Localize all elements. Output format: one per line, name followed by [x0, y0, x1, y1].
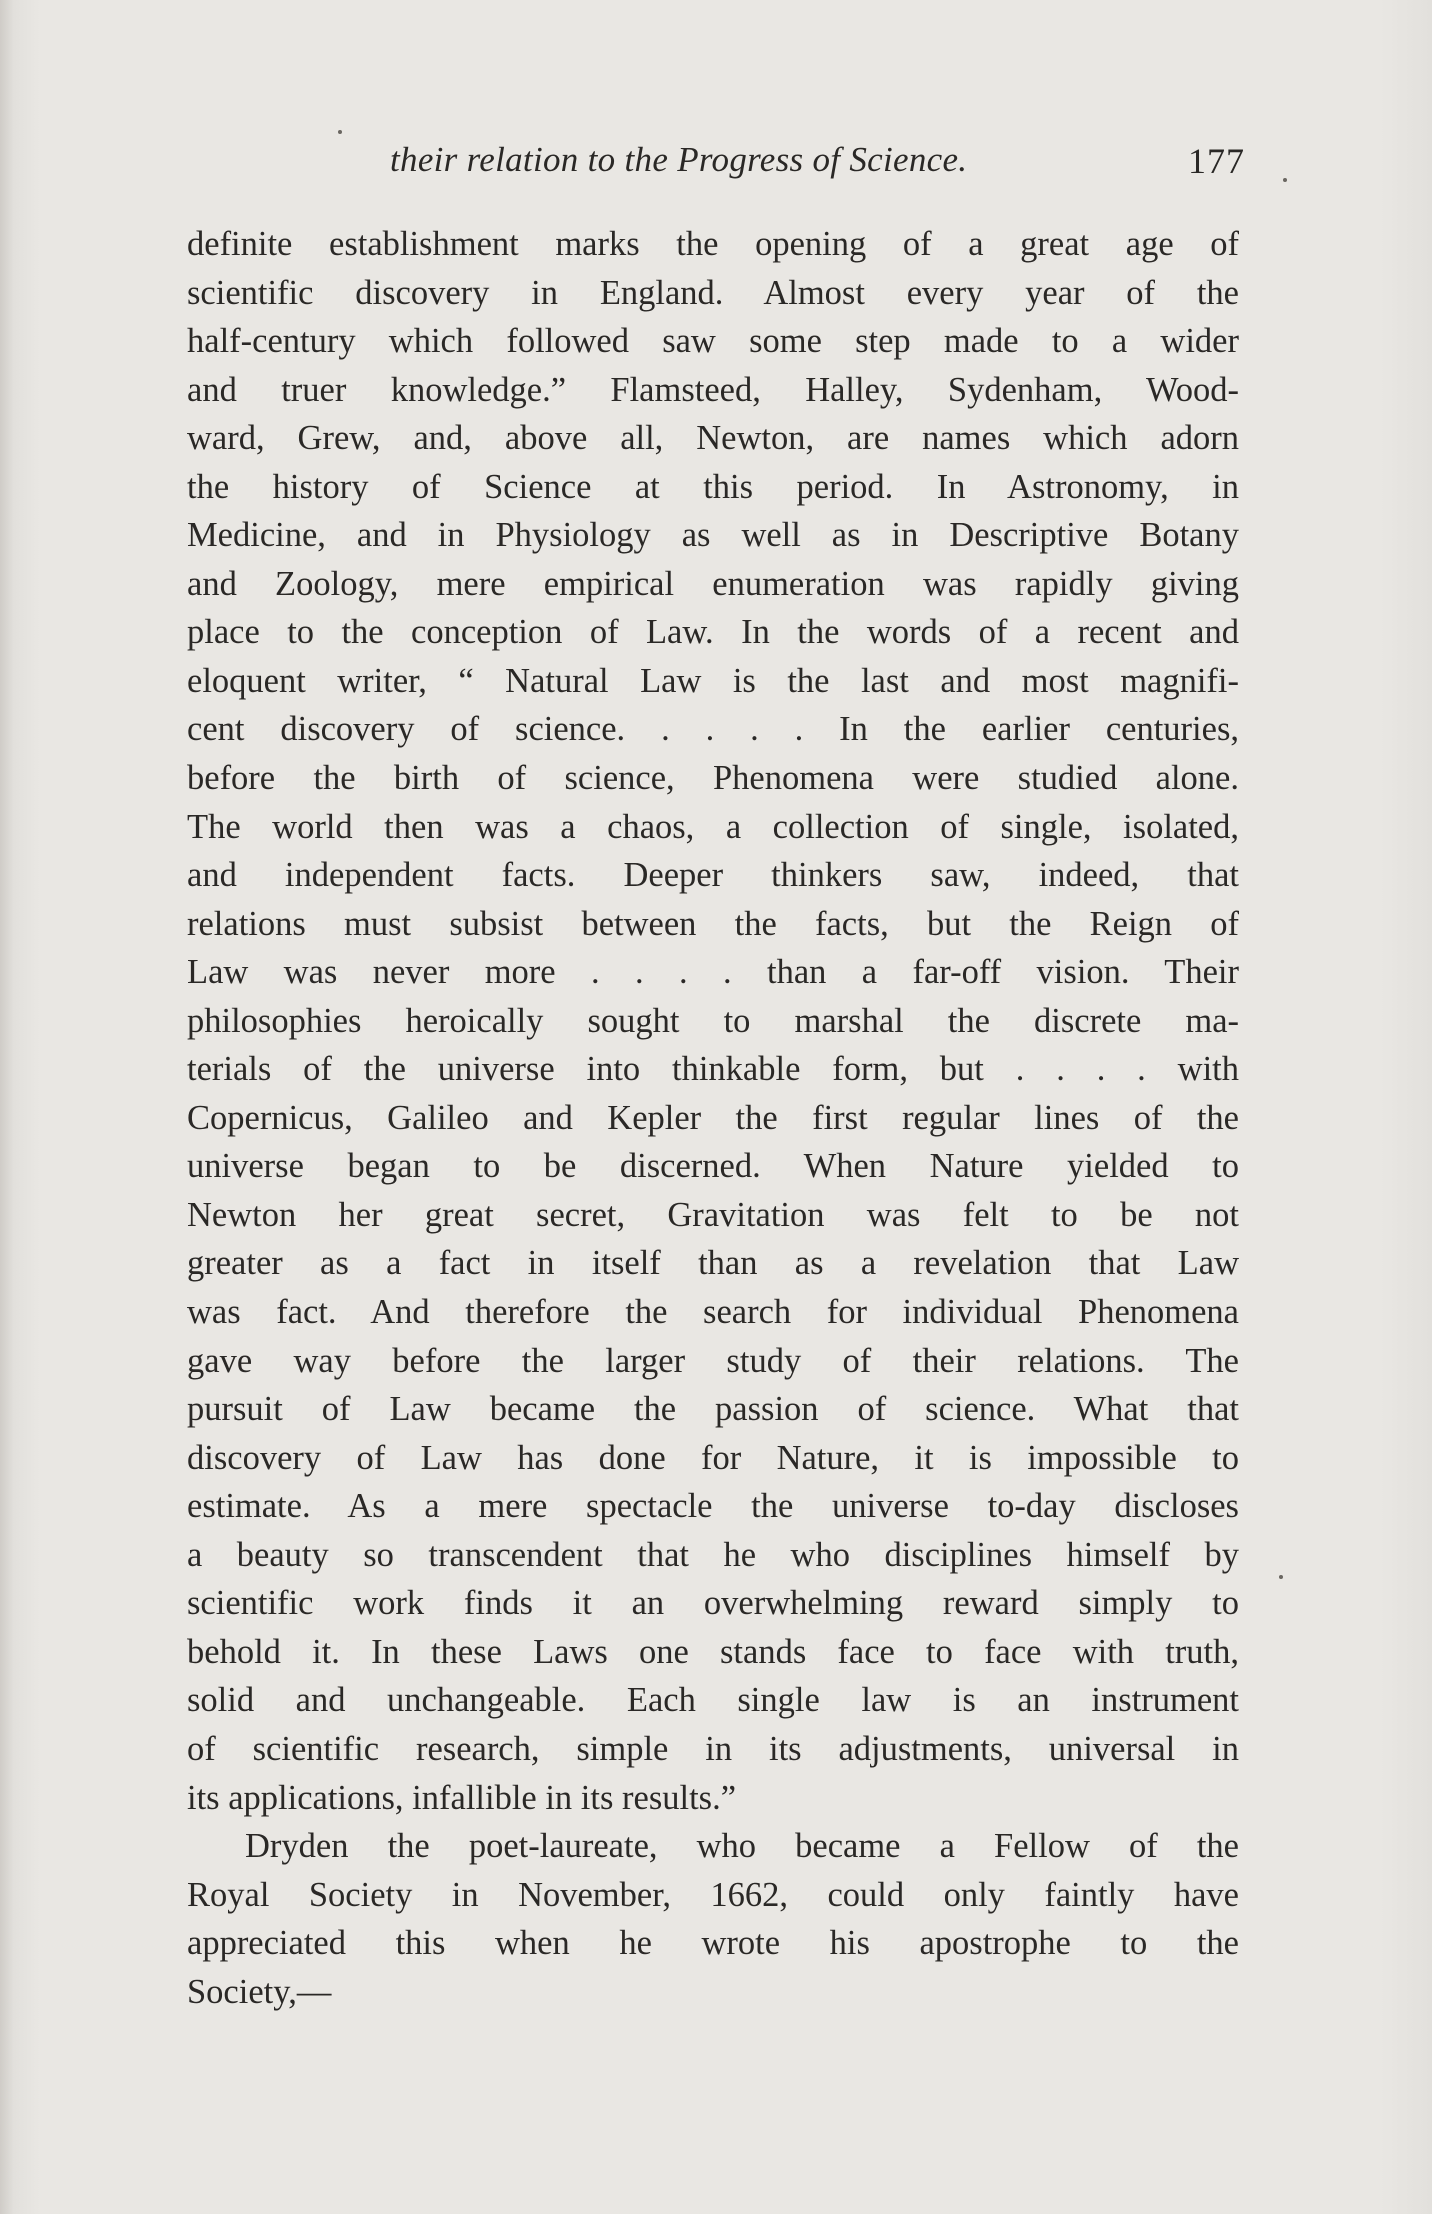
text-line: ward, Grew, and, above all, Newton, are names which adorn [187, 419, 1239, 458]
text-line: discovery of Law has done for Nature, it is impossible to [187, 1438, 1239, 1477]
text-line: estimate. As a mere spectacle the universe to-day discloses [187, 1487, 1239, 1526]
text-line: philosophies heroically sought to marshal the discrete ma- [187, 1001, 1239, 1040]
text-line: a beauty so transcendent that he who disciplines himself by [187, 1535, 1239, 1574]
text-line: before the birth of science, Phenomena were studied alone. [187, 759, 1239, 798]
text-line: Copernicus, Galileo and Kepler the first regular lines of the [187, 1098, 1239, 1137]
text-line: gave way before the larger study of their relations. The [187, 1341, 1239, 1380]
text-line: Society,— [187, 1972, 332, 2011]
text-line: greater as a fact in itself than as a revelation that Law [187, 1244, 1239, 1283]
text-line: scientific work finds it an overwhelming reward simply to [187, 1584, 1239, 1623]
text-line: place to the conception of Law. In the words of a recent and [187, 613, 1239, 652]
page-number: 177 [1188, 141, 1245, 181]
text-line: its applications, infallible in its results.” [187, 1778, 737, 1817]
text-line: Newton her great secret, Gravitation was felt to be not [187, 1195, 1239, 1234]
text-line: Medicine, and in Physiology as well as in Descriptive Botany [187, 516, 1239, 555]
text-line: solid and unchangeable. Each single law is an instrument [187, 1681, 1239, 1720]
text-line: Law was never more . . . . than a far-off vision. Their [187, 953, 1239, 992]
print-speck [338, 130, 342, 134]
body-text [187, 220, 1239, 2016]
running-head [390, 140, 1245, 190]
text-line: and Zoology, mere empirical enumeration was rapidly giving [187, 564, 1239, 603]
text-line: of scientific research, simple in its adjustments, universal in [187, 1729, 1239, 1768]
text-line: the history of Science at this period. In Astronomy, in [187, 467, 1239, 506]
text-line: eloquent writer, “ Natural Law is the last and most magnifi- [187, 661, 1239, 700]
text-line: half-century which followed saw some step made to a wider [187, 322, 1239, 361]
text-line: cent discovery of science. . . . . In the earlier centuries, [187, 710, 1239, 749]
text-line: pursuit of Law became the passion of science. What that [187, 1390, 1239, 1429]
print-speck [1283, 178, 1287, 182]
text-line: scientific discovery in England. Almost every year of the [187, 273, 1239, 312]
text-line: universe began to be discerned. When Nature yielded to [187, 1147, 1239, 1186]
text-line: appreciated this when he wrote his apostrophe to the [187, 1924, 1239, 1963]
print-speck [1279, 1575, 1283, 1579]
text-line: Dryden the poet-laureate, who became a Fellow of the [245, 1827, 1239, 1866]
text-line: relations must subsist between the facts, but the Reign of [187, 904, 1239, 943]
text-line: and truer knowledge.” Flamsteed, Halley, Sydenham, Wood- [187, 370, 1239, 409]
text-line: The world then was a chaos, a collection of single, isolated, [187, 807, 1239, 846]
text-line: was fact. And therefore the search for individual Phenomena [187, 1293, 1239, 1332]
text-line: behold it. In these Laws one stands face to face with truth, [187, 1632, 1239, 1671]
running-title: their relation to the Progress of Science. [390, 140, 968, 179]
text-line: terials of the universe into thinkable form, but . . . . with [187, 1050, 1239, 1089]
text-line: definite establishment marks the opening of a great age of [187, 225, 1239, 263]
text-line: Royal Society in November, 1662, could only faintly have [187, 1875, 1239, 1914]
text-line: and independent facts. Deeper thinkers saw, indeed, that [187, 856, 1239, 895]
